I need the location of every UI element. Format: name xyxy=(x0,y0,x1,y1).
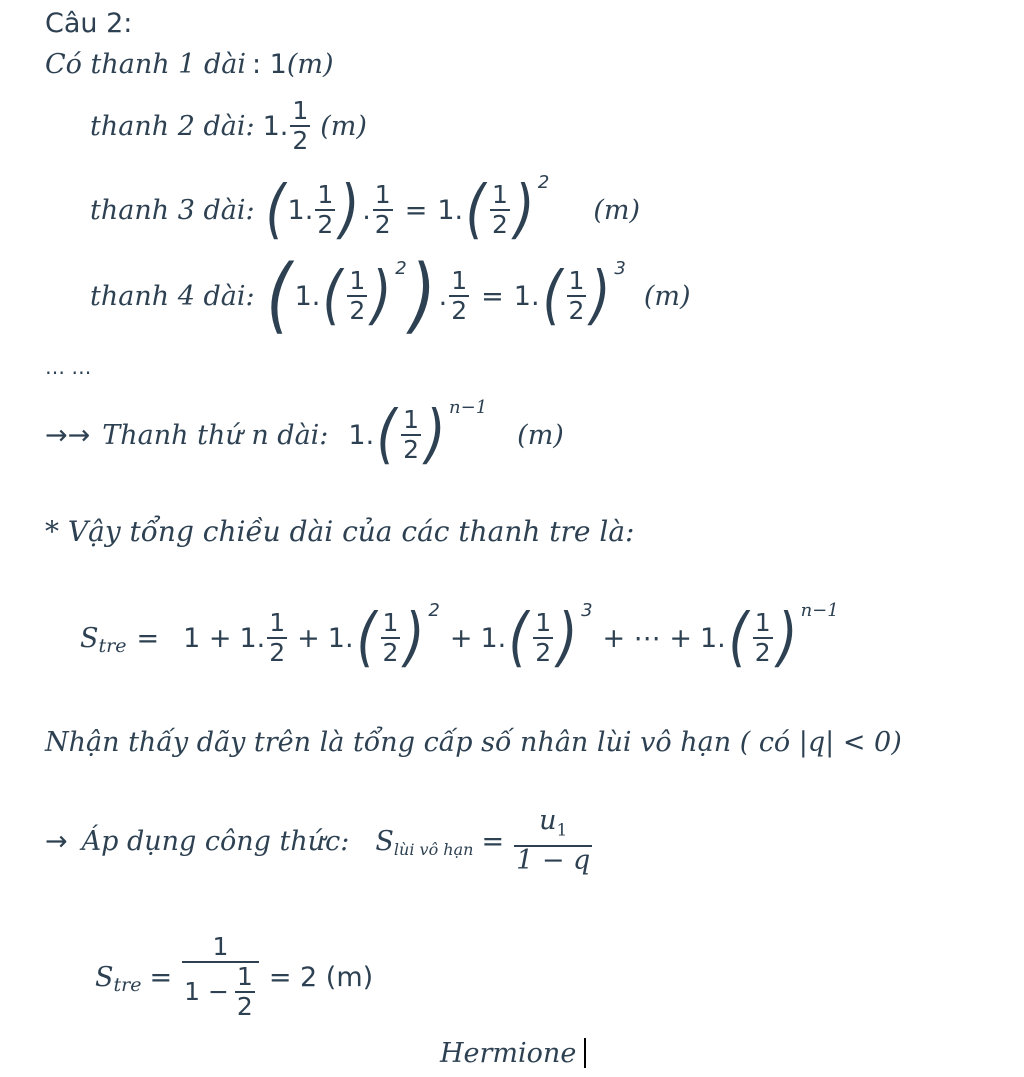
bar-4-length: thanh 4 dài: ( 1. ( $\frac{1}{2}$ ) $^2$ ) . $\frac{1}{2}$ = 1. ( $\frac{1}{2}$ ) $^3$ (m) xyxy=(90,248,691,343)
fraction: $\frac{1}{2}$ xyxy=(382,608,399,667)
bar-2-length: thanh 2 dài: 1. $\frac{1}{2}$ (m) xyxy=(90,96,367,155)
bar-3-length: thanh 3 dài: ( 1. $\frac{1}{2}$ ) . $\frac{1}{2}$ = 1. ( $\frac{1}{2}$ ) $^2$ (m) xyxy=(90,171,641,247)
ellipsis: … … xyxy=(45,355,92,379)
fraction: $\frac{1}{2}$ xyxy=(568,266,585,325)
compound-fraction: 1 1 − $\frac{1}{2}$ xyxy=(182,933,259,1021)
fraction: $\frac{1}{2}$ xyxy=(451,266,468,325)
fraction: $\frac{1}{2}$ xyxy=(269,608,286,667)
summary-statement: * Vậy tổng chiều dài của các thanh tre là: xyxy=(45,514,635,548)
fraction: $\frac{1}{2}$ xyxy=(349,266,366,325)
sum-expression: S $_{tre}$ = 1 + 1. $\frac{1}{2}$ + 1. ( $\frac{1}{2}$ ) $^2$ + 1. ( $\frac{1}{2}$ ) $^3$ + ⋯ + 1. ( $\frac{1}{2}$ ) $^{n-1}$ xyxy=(80,599,839,675)
fraction: $\frac{1}{2}$ xyxy=(492,180,508,239)
question-heading: Câu 2: xyxy=(45,7,133,39)
signature: Hermione xyxy=(440,1034,586,1072)
text-cursor xyxy=(584,1038,586,1068)
bar-n-length: →→ Thanh thứ n dài: 1. ( $\frac{1}{2}$ ) $^{n-1}$ (m) xyxy=(45,396,564,472)
formula-fraction: $\frac{u_1}{1 - q}$ xyxy=(516,805,591,876)
fraction: $\frac{1}{2}$ xyxy=(754,608,771,667)
bar-1-length: Có thanh 1 dài : 1 (m) xyxy=(45,48,334,80)
fraction: $\frac{1}{2}$ xyxy=(292,96,309,155)
fraction: $\frac{1}{2}$ xyxy=(374,180,391,239)
final-result: S $_{tre}$ = 1 1 − $\frac{1}{2}$ = 2 (m) xyxy=(95,932,374,1021)
fraction: $\frac{1}{2}$ xyxy=(535,608,552,667)
fraction: $\frac{1}{2}$ xyxy=(317,180,334,239)
observation-statement: Nhận thấy dãy trên là tổng cấp số nhân lùi vô hạn ( có |q| < 0) xyxy=(45,726,902,758)
fraction: $\frac{1}{2}$ xyxy=(403,405,420,464)
formula-line: → Áp dụng công thức: S $_{lùi vô hạn}$ = $\frac{u_1}{1 - q}$ xyxy=(45,805,591,876)
